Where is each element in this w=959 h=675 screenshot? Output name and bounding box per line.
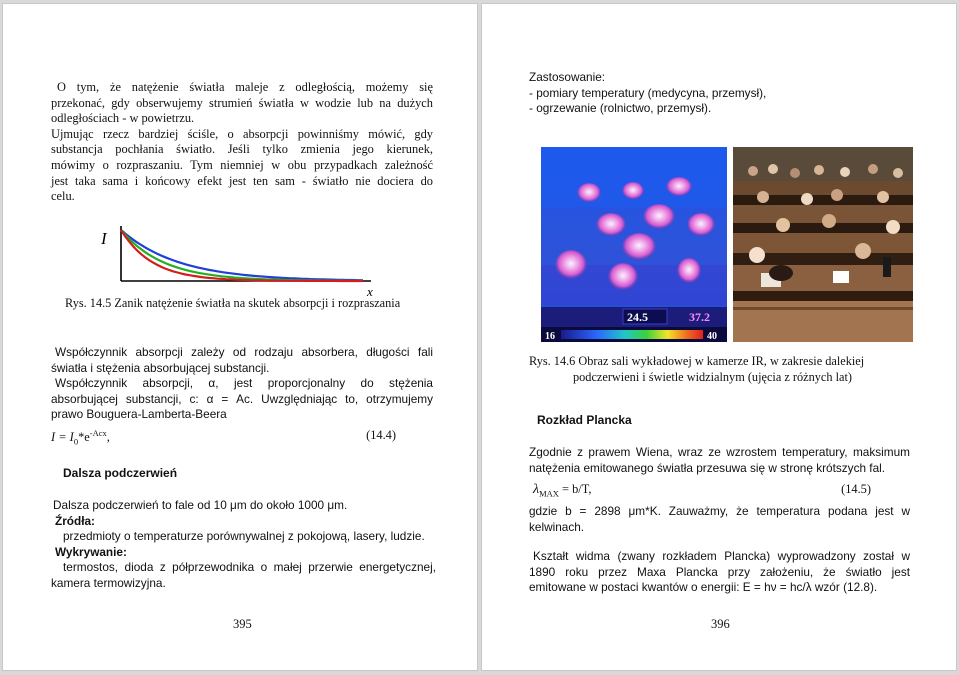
figure-caption — [529, 354, 929, 385]
equation-subscript: MAX — [539, 488, 559, 499]
x-axis-label: x — [367, 284, 373, 299]
page-number: 396 — [711, 617, 730, 631]
y-axis-label: I — [101, 229, 107, 248]
absorption-line: światła i stężenia absorbującej substancji. — [51, 360, 270, 375]
detection-line: kamera termowizyjna. — [51, 575, 166, 590]
equation-lhs: I = I — [51, 430, 74, 445]
wien-paragraph — [529, 445, 910, 476]
sources-text: przedmioty o temperaturze porównywalnej z pokojową, lasery, ludzie. — [63, 529, 425, 544]
intro-line: odległościach - w powietrzu. — [51, 111, 195, 126]
equation-lambda: λ — [533, 482, 540, 497]
applications-item: - pomiary temperatury (medycyna, przemysł), — [529, 85, 767, 100]
warm-spot — [608, 263, 638, 291]
wien-constant-line: gdzie b = 2898 μm*K. Zauważmy, że temperatura podana jest w — [529, 504, 910, 518]
equation-number: (14.4) — [366, 428, 396, 442]
wien-line: natężenia emitowanego światła przesuwa się w stronę krótszych fal. — [529, 460, 886, 475]
intro-line: jest taka sama i końcowy efekt jest ten sam - światło nie dociera do — [51, 173, 433, 188]
equation-14-4 — [51, 428, 396, 446]
absorption-line: absorbującej substancji, c: α = Ac. Uwzględniając to, otrzymujemy — [51, 391, 433, 406]
absorption-paragraph — [51, 345, 433, 423]
figure-caption: Rys. 14.5 Zanik natężenie światła na skutek absorpcji i rozpraszania — [65, 296, 401, 310]
planck-shape-line: Kształt widma (zwany rozkładem Plancka) wyprowadzony został w — [533, 549, 910, 563]
equation-tail: , — [106, 430, 110, 445]
warm-spot — [643, 204, 675, 230]
warm-spot — [622, 233, 656, 261]
detection-line: termostos, dioda z półprzewodnika o małej przerwie energetycznej, — [63, 560, 436, 575]
intro-line: mówimy o rozpraszaniu. Tym niemniej w obu przypadkach zależność — [51, 157, 433, 172]
equation-subscript: 0 — [73, 436, 79, 447]
absorption-line: Współczynnik absorpcji zależy od rodzaju absorbera, długości fali — [55, 345, 433, 359]
ir-scale-right: 40 — [707, 331, 717, 342]
wien-line: Zgodnie z prawem Wiena, wraz ze wzrostem temperatury, maksimum — [529, 445, 910, 459]
decay-curve-green — [121, 230, 363, 281]
ir-readout-right: 37.2 — [689, 310, 710, 324]
planck-heading: Rozkład Plancka — [537, 413, 632, 427]
warm-spot — [577, 183, 601, 203]
equation-rest: = b/T, — [558, 482, 592, 496]
detection-label: Wykrywanie: — [55, 544, 127, 559]
ir-camera-image — [541, 147, 727, 342]
planck-shape-paragraph — [529, 549, 910, 596]
applications-heading: Zastosowanie: — [529, 70, 606, 84]
warm-spot — [555, 250, 587, 280]
intro-line: Ujmując rzecz bardziej ściśle, o absorpcji powinniśmy mówić, gdy — [51, 126, 433, 141]
sources-label: Źródła: — [55, 513, 95, 528]
ir-color-scale — [561, 330, 703, 339]
intro-line: celu. — [51, 189, 75, 204]
intro-line: przekonać, gdy obserwujemy strumień światła w wodzie lub na dużych — [51, 95, 433, 110]
applications-item: - ogrzewanie (rolnictwo, przemysł). — [529, 101, 712, 116]
wien-constant-line: kelwinach. — [529, 519, 585, 534]
intro-line: O tym, że natężenie światła maleje z odległością, możemy się — [57, 80, 433, 94]
absorption-line: prawo Bouguera-Lamberta-Beera — [51, 407, 227, 422]
warm-spot — [666, 177, 692, 197]
warm-spot — [687, 213, 715, 237]
applications-block — [529, 70, 766, 117]
wien-constant-paragraph — [529, 504, 910, 535]
decay-curve-blue — [121, 230, 363, 280]
far-ir-heading: Dalsza podczerwień — [63, 466, 178, 480]
lecture-hall-photo — [733, 147, 913, 342]
left-page — [2, 3, 478, 671]
planck-shape-line: 1890 roku przez Maxa Plancka przy założeniu, że światło jest — [529, 564, 910, 579]
warm-spot — [677, 258, 701, 284]
intro-line: substancja pochłania światło. Jeśli tylko zmienia jego kierunek, — [51, 142, 433, 157]
equation-14-5 — [533, 482, 871, 500]
planck-shape-line: emitowane w postaci kwantów o energii: E = hν = hc/λ wzór (12.8). — [529, 580, 878, 595]
warm-spot — [596, 213, 626, 237]
warm-spot — [622, 182, 644, 200]
right-page — [481, 3, 957, 671]
ir-readout-left: 24.5 — [627, 310, 648, 324]
absorption-line: Współczynnik absorpcji, α, jest proporcjonalny do stężenia — [55, 376, 433, 391]
ir-scale-left: 16 — [545, 331, 555, 342]
absorption-decay-figure — [93, 222, 393, 304]
decay-curve-red — [121, 230, 363, 281]
intro-paragraph — [51, 80, 433, 205]
equation-mid: *e — [78, 430, 90, 445]
far-ir-paragraph — [51, 498, 436, 592]
page-number: 395 — [233, 617, 252, 631]
equation-exponent: -Acx — [89, 428, 107, 438]
equation-number: (14.5) — [841, 482, 871, 496]
caption-line: Rys. 14.6 Obraz sali wykładowej w kamerze IR, w zakresie dalekiej — [529, 354, 865, 368]
far-ir-line: Dalsza podczerwień to fale od 10 μm do około 1000 μm. — [53, 498, 348, 512]
caption-line: podczerwieni i świetle widzialnym (ujęcia z różnych lat) — [573, 369, 852, 384]
